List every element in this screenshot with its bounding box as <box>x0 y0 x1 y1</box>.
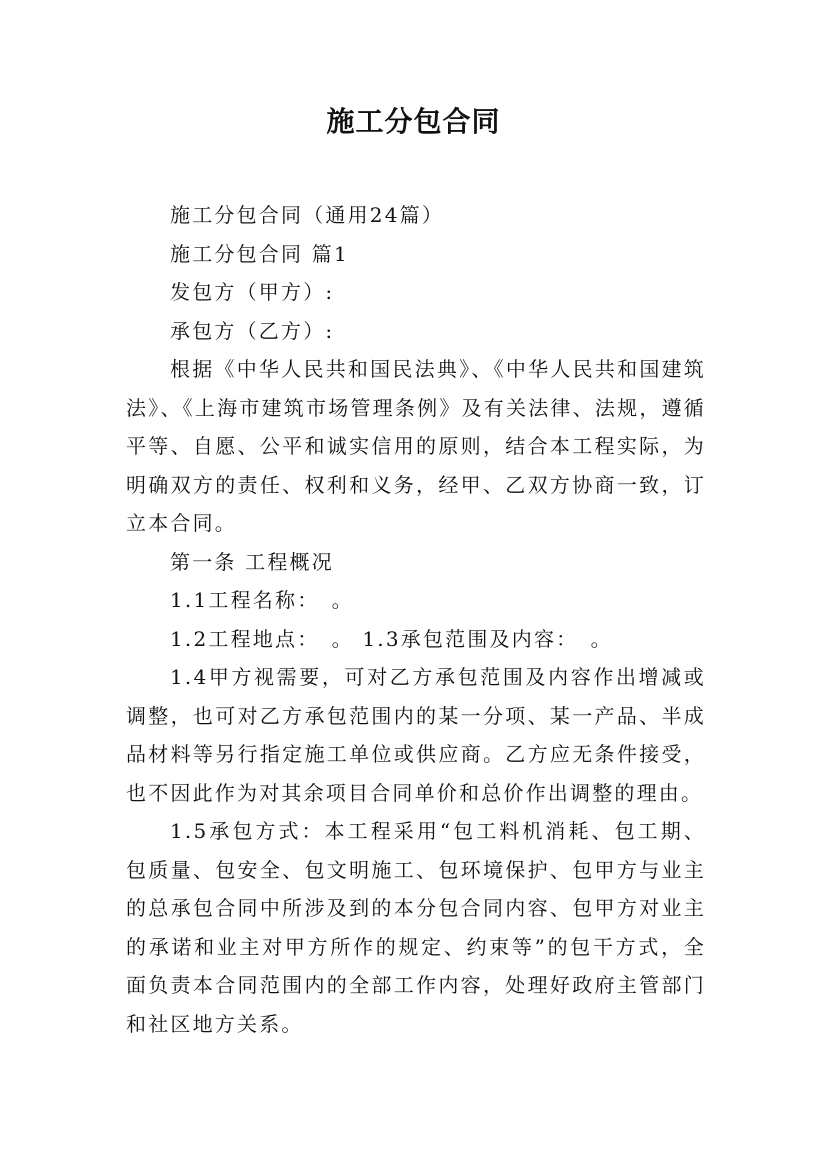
paragraph-party-a: 发包方（甲方）: <box>170 280 335 304</box>
document-title: 施工分包合同 <box>326 105 501 138</box>
paragraph-clause-1-1: 1.1工程名称： 。 <box>170 588 354 612</box>
paragraph-clause-1-5: 1.5承包方式：本工程采用“包工料机消耗、包工期、包质量、包安全、包文明施工、包环境保护、包甲方与业主的总承包合同中所涉及到的本分包合同内容、包甲方对业主的承诺和业主对甲方所作的规定、约束等”的包干方式，全面负责本合同范围内的全部工作内容，处理好政府主管部门和社区地方关系。 <box>126 819 706 1036</box>
document-body <box>126 196 706 1043</box>
paragraph-section-heading: 施工分包合同 篇1 <box>170 241 349 266</box>
paragraph-preamble: 根据《中华人民共和国民法典》、《中华人民共和国建筑法》、《上海市建筑市场管理条例》及有关法律、法规，遵循平等、自愿、公平和诚实信用的原则，结合本工程实际，为明确双方的责任、权利和义务，经甲、乙双方协商一致，订立本合同。 <box>126 357 706 535</box>
paragraph-clause-1-2: 1.2工程地点： 。 1.3承包范围及内容： 。 <box>170 626 613 651</box>
paragraph-article-1-heading: 第一条 工程概况 <box>170 549 334 574</box>
paragraph-party-b: 承包方（乙方）: <box>170 318 335 343</box>
paragraph-clause-1-4: 1.4甲方视需要，可对乙方承包范围及内容作出增减或调整，也可对乙方承包范围内的某一分项、某一产品、半成品材料等另行指定施工单位或供应商。乙方应无条件接受，也不因此作为对其余项目合同单价和总价作出调整的理由。 <box>126 665 706 805</box>
paragraph-subtitle: 施工分包合同（通用24篇） <box>170 203 445 227</box>
